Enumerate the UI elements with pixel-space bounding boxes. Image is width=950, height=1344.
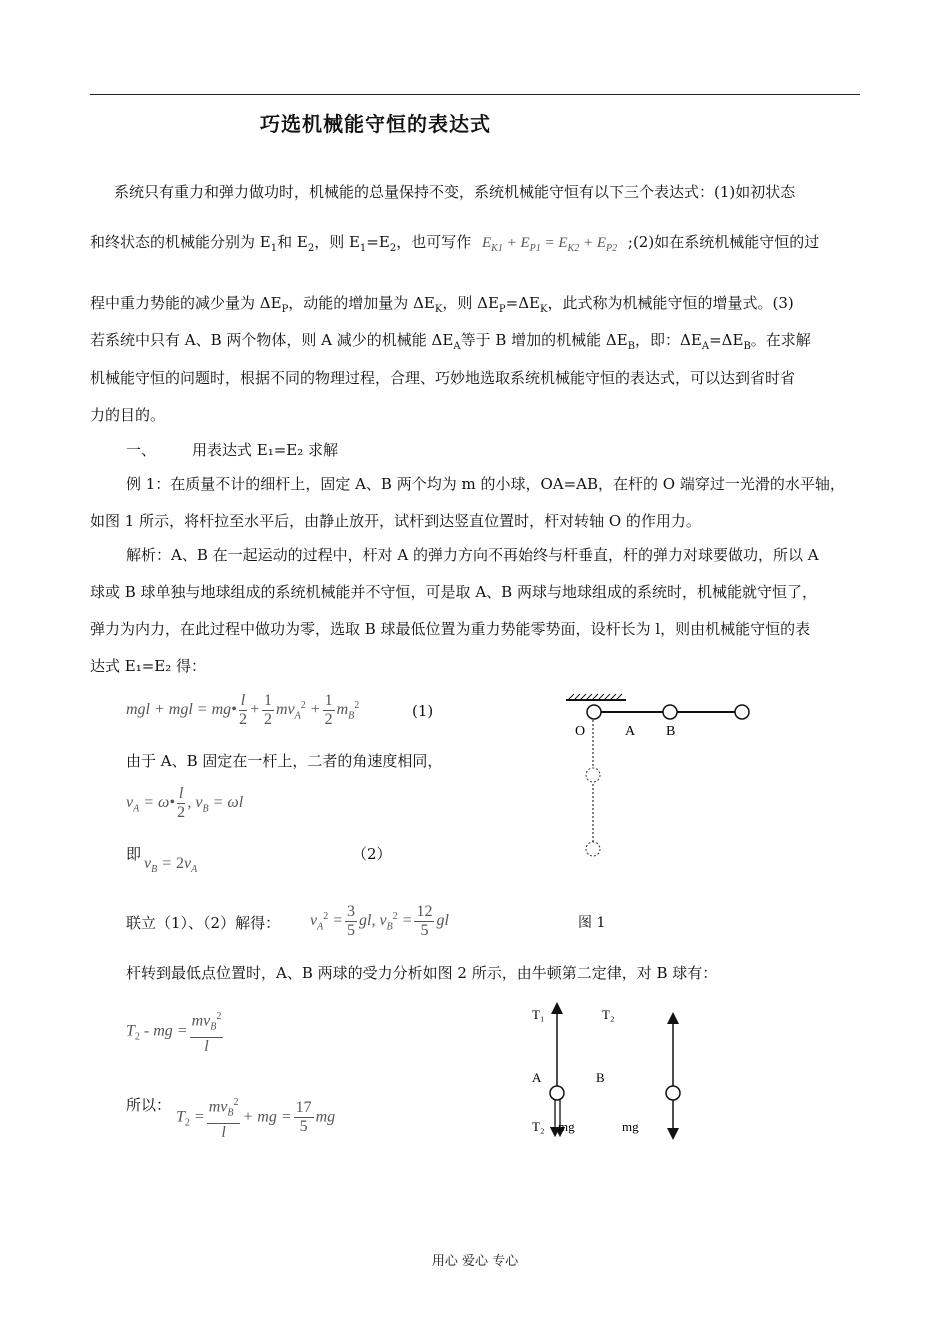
intro-line-4: 若系统中只有 A、B 两个物体，则 A 减少的机械能 $\Delta E_A$等于 B 增加的机械能 $\Delta E_B$，即：$\Delta E_A=\Delta E_B$。在求解 <box>90 331 811 352</box>
label-t1: T₁ <box>532 1007 545 1022</box>
figure-1-caption: 图 1 <box>578 915 606 931</box>
label-t2-bottom: T₂ <box>532 1119 545 1134</box>
intro-line-3: 程中重力势能的减少量为 $\Delta E_P$，动能的增加量为 $\Delta E_K$，则 $\Delta E_P=\Delta E_K$，此式称为机械能守恒的增量式。(3) <box>90 294 794 315</box>
ball-a-force <box>550 1086 564 1100</box>
equation-2-label: （2） <box>352 845 392 863</box>
label-b: B <box>666 724 676 739</box>
newton-text: 杆转到最低点位置时，A、B 两球的受力分析如图 2 所示，由牛顿第二定律，对 B 球有： <box>126 964 718 982</box>
equation-velocities: $v_A$ = ω• $\frac{l}{2}$ , $v_B = \omega l$ <box>126 785 244 821</box>
analysis-line-3: 弹力为内力，在此过程中做功为零，选取 B 球最低位置为重力势能零势面，设杆长为 l，则由机械能守恒的表 <box>90 620 811 638</box>
section-heading: 用表达式 E₁=E₂ 求解 <box>192 441 339 459</box>
ball-a-dashed <box>586 768 600 782</box>
label-mg-b: mg <box>622 1119 639 1134</box>
equation-solution: $v_A^2$ = $\frac{3}{5}$ gl, $v_B^2$ = $\frac{12}{5}$ gl <box>310 903 449 939</box>
example-line-1: 例 1：在质量不计的细杆上，固定 A、B 两个均为 m 的小球，OA=AB，在杆的 O 端穿过一光滑的水平轴， <box>126 475 845 493</box>
label-a: A <box>625 724 636 739</box>
intro-line-6: 力的目的。 <box>90 406 166 424</box>
header-rule <box>90 94 860 95</box>
pivot-o <box>587 705 601 719</box>
label-t2-top: T₂ <box>602 1007 615 1022</box>
equation-1-label: (1) <box>412 702 434 720</box>
analysis-line-4: 达式 E₁=E₂ 得： <box>90 657 207 675</box>
label-mg-a: mg <box>558 1119 575 1134</box>
equation-energy: mgl + mgl = mg• $\frac{l}{2}$ + $\frac{1}{2}$ $mv_A^2$ + $\frac{1}{2}$ $m_B^2$ <box>126 692 360 728</box>
figure-2-force-diagram <box>520 1000 710 1145</box>
ball-a <box>663 705 677 719</box>
label-a-fig2: A <box>532 1070 542 1085</box>
figure-1-rod-diagram <box>560 690 760 870</box>
example-line-2: 如图 1 所示，将杆拉至水平后，由静止放开，试杆到达竖直位置时，杆对转轴 O 的作用力。 <box>90 512 701 530</box>
suoyi-label: 所以： <box>126 1096 172 1114</box>
equation-newton: $T_2$ - mg = $\frac{mv_B^2}{l}$ <box>126 1008 225 1056</box>
ball-b <box>735 705 749 719</box>
intro-line-1: 系统只有重力和弹力做功时，机械能的总量保持不变，系统机械能守恒有以下三个表达式：(1)如初状态 <box>114 183 796 201</box>
equation-vb-2va: $v_B = 2v_A$ <box>144 855 198 876</box>
formula-ek-ep: $E_{K1} + E_{P1} = E_{K2} + E_{P2}$ <box>482 235 618 254</box>
analysis-line-1: 解析：A、B 在一起运动的过程中，杆对 A 的弹力方向不再始终与杆垂直，杆的弹力对球要做功，所以 A <box>126 546 819 564</box>
equation-t2-result: $T_2$ = $\frac{mv_B^2}{l}$ + mg = $\frac{17}{5}$ mg <box>176 1094 335 1142</box>
intro-line-5: 机械能守恒的问题时，根据不同的物理过程，合理、巧妙地选取系统机械能守恒的表达式，可以达到省时省 <box>90 369 796 387</box>
section-number: 一、 <box>126 441 157 459</box>
ji-label: 即 <box>126 845 142 863</box>
ball-b-dashed <box>586 842 600 856</box>
page-title: 巧选机械能守恒的表达式 <box>260 112 491 136</box>
page-footer: 用心 爱心 专心 <box>431 1254 519 1269</box>
same-omega-text: 由于 A、B 固定在一杆上，二者的角速度相同， <box>126 752 443 770</box>
ball-b-force <box>666 1086 680 1100</box>
analysis-line-2: 球或 B 球单独与地球组成的系统机械能并不守恒，可是取 A、B 两球与地球组成的系统时，机械能就守恒了， <box>90 583 817 601</box>
combine-text: 联立（1）、（2）解得： <box>126 914 281 932</box>
label-o: O <box>575 724 586 739</box>
label-b-fig2: B <box>596 1070 605 1085</box>
intro-line-2: 和终状态的机械能分别为 $E_1$和 $E_2$，则 $E_1=E_2$，也可写作 $E_{K1} + E_{P1} = E_{K2} + E_{P2}$ ;(2)如在系统机械能守恒的过 <box>90 233 820 254</box>
